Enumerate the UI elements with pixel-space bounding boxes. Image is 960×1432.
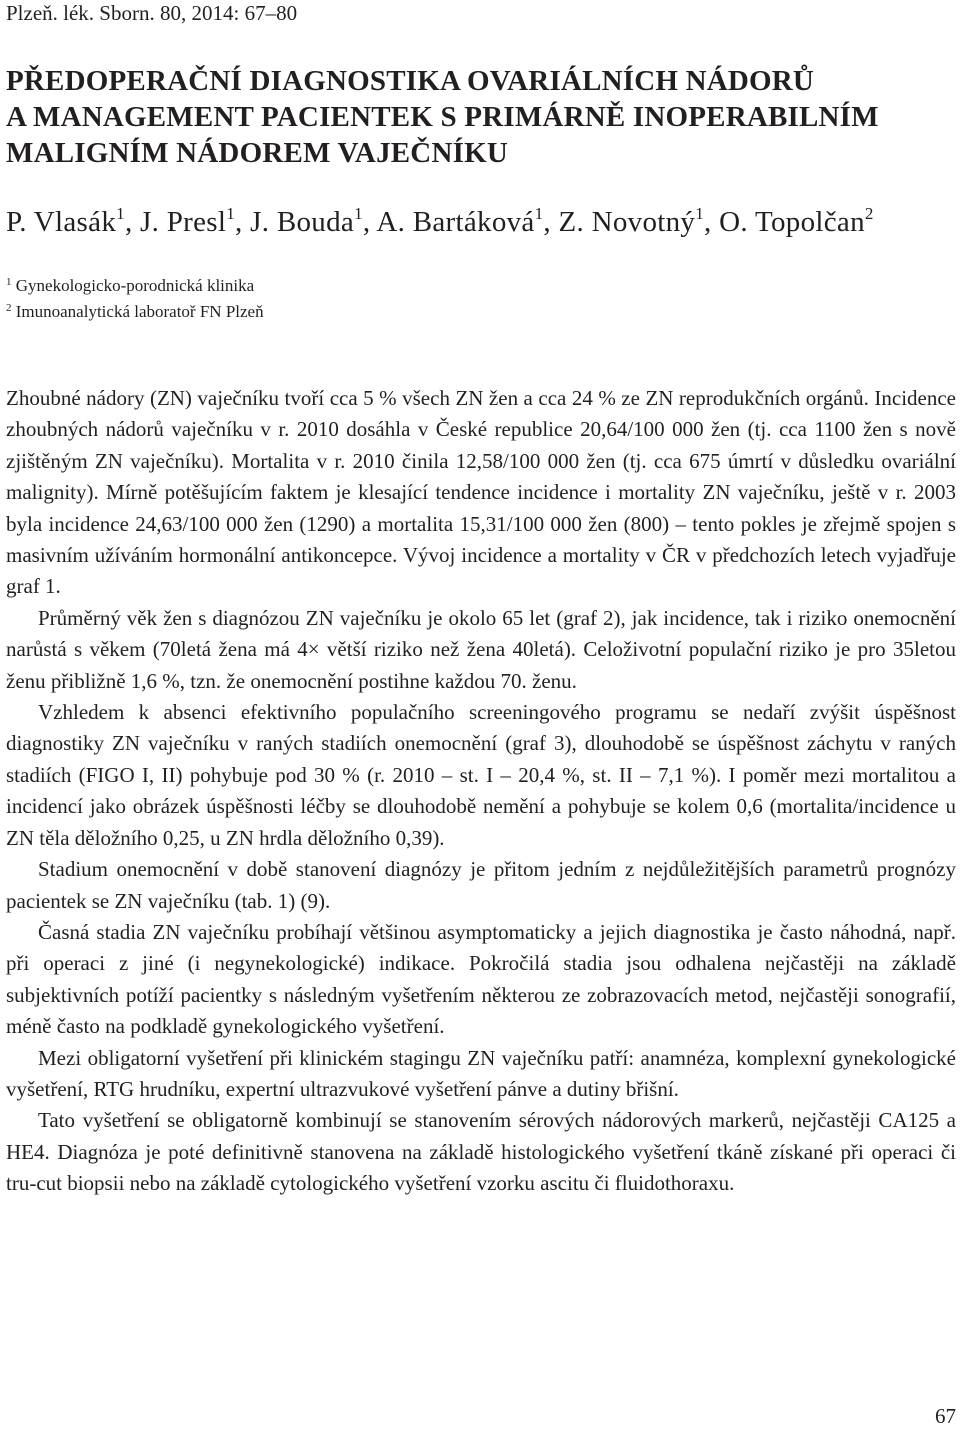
- body-paragraph: Časná stadia ZN vaječníku probíhají většinou asymptomaticky a jejich diagnostika je často náhodná, např. při operaci z jiné (i negynekologické) indikace. Pokročilá stadia jsou odhalena nejčastěji na základě subjektivních potíží pacientky s následným vyšetřením některou ze zobrazovacích metod, nejčastěji sonografií, méně často na podkladě gynekologického vyšetření.: [6, 919, 956, 1039]
- author-separator: ,: [124, 206, 141, 238]
- affiliation-mark: 1: [534, 204, 544, 223]
- body-paragraph: Průměrný věk žen s diagnózou ZN vaječníku je okolo 65 let (graf 2), jak incidence, tak i riziko onemocnění narůstá s věkem (70letá žena má 4× větší riziko než žena 40letá). Celoživotní populační riziko je pro 35letou ženu přibližně 1,6 %, tzn. že onemocnění postihne každou 70. ženu.: [6, 605, 956, 693]
- author-name: P. Vlasák: [6, 206, 117, 238]
- body-paragraph: Tato vyšetření se obligatorně kombinují se stanovením sérových nádorových markerů, nejčastěji CA125 a HE4. Diagnóza je poté definitivně stanovena na základě histologického vyšetření tkáně získané při operaci či tru-cut biopsii nebo na základě cytologického vyšetření vzorku ascitu či fluidothoraxu.: [6, 1108, 956, 1196]
- affiliation-text: Imunoanalytická laboratoř FN Plzeň: [15, 302, 264, 321]
- author-name: J. Presl: [140, 206, 227, 238]
- body-paragraph: Stadium onemocnění v době stanovení diagnózy je přitom jedním z nejdůležitějších parametrů prognózy pacientek se ZN vaječníku (tab. 1) (9).: [6, 857, 956, 913]
- article-title-line: MALIGNÍM NÁDOREM VAJEČNÍKU: [6, 137, 508, 169]
- body-paragraph: Vzhledem k absenci efektivního populačního screeningového programu se nedaří zvýšit úspěšnost diagnostiky ZN vaječníku v raných stadiích onemocnění (graf 3), dlouhodobě se úspěšnost záchytu v raných stadiích (FIGO I, II) pohybuje pod 30 % (r. 2010 – st. I – 20,4 %, st. II – 7,1 %). I poměr mezi mortalitou a incidencí jako obrázek úspěšnosti léčby se dlouhodobě nemění a pohybuje se kolem 0,6 (mortalita/incidence u ZN těla děložního 0,25, u ZN hrdla děložního 0,39).: [6, 700, 956, 850]
- author: [6, 206, 140, 238]
- author-separator: ,: [704, 206, 720, 238]
- article-body: [6, 383, 956, 1200]
- affiliation-mark: 2: [864, 204, 874, 223]
- author-name: A. Bartáková: [376, 206, 535, 238]
- affiliation-mark: 1: [226, 204, 236, 223]
- body-paragraph: Zhoubné nádory (ZN) vaječníku tvoří cca 5 % všech ZN žen a cca 24 % ze ZN reprodukčních orgánů. Incidence zhoubných nádorů vaječníku v r. 2010 dosáhla v České republice 20,64/100 000 žen (tj. cca 1100 žen s nově zjištěným ZN vaječníku). Mortalita v r. 2010 činila 12,58/100 000 žen (tj. cca 675 úmrtí v důsledku ovariální malignity). Mírně potěšujícím faktem je klesající tendence incidence i mortality ZN vaječníku, ještě v r. 2003 byla incidence 24,63/100 000 žen (1290) a mortalita 15,31/100 000 žen (800) – tento pokles je zřejmě spojen s masivním užíváním hormonální antikoncepce. Vývoj incidence a mortality v ČR v předchozích letech vyjadřuje graf 1.: [6, 386, 956, 599]
- affiliation-mark: 1: [116, 204, 125, 223]
- author-list: [6, 204, 874, 240]
- author: [376, 206, 558, 238]
- author: [719, 206, 874, 238]
- affiliation-text: Gynekologicko-porodnická klinika: [15, 276, 255, 295]
- author-name: Z. Novotný: [558, 206, 696, 238]
- affiliation: [6, 299, 264, 325]
- author: [140, 206, 250, 238]
- affiliation-list: [6, 273, 264, 325]
- author-separator: ,: [362, 206, 377, 238]
- author-separator: ,: [543, 206, 559, 238]
- author: [250, 206, 376, 238]
- affiliation-number: 1: [6, 276, 12, 288]
- affiliation-mark: 1: [695, 204, 705, 223]
- article-title-line: PŘEDOPERAČNÍ DIAGNOSTIKA OVARIÁLNÍCH NÁDORŮ: [6, 65, 815, 97]
- affiliation-mark: 1: [354, 204, 363, 223]
- affiliation-number: 2: [6, 302, 12, 314]
- author-separator: ,: [235, 206, 251, 238]
- page-number: 67: [935, 1404, 956, 1428]
- affiliation: [6, 273, 264, 299]
- article-title: [6, 63, 879, 171]
- author: [559, 206, 720, 238]
- journal-reference: Plzeň. lék. Sborn. 80, 2014: 67–80: [6, 1, 298, 25]
- author-name: J. Bouda: [250, 206, 355, 238]
- author-name: O. Topolčan: [719, 206, 865, 238]
- body-paragraph: Mezi obligatorní vyšetření při klinickém stagingu ZN vaječníku patří: anamnéza, komplexní gynekologické vyšetření, RTG hrudníku, expertní ultrazvukové vyšetření pánve a dutiny břišní.: [6, 1045, 956, 1101]
- article-title-line: A MANAGEMENT PACIENTEK S PRIMÁRNĚ INOPERABILNÍM: [6, 101, 879, 133]
